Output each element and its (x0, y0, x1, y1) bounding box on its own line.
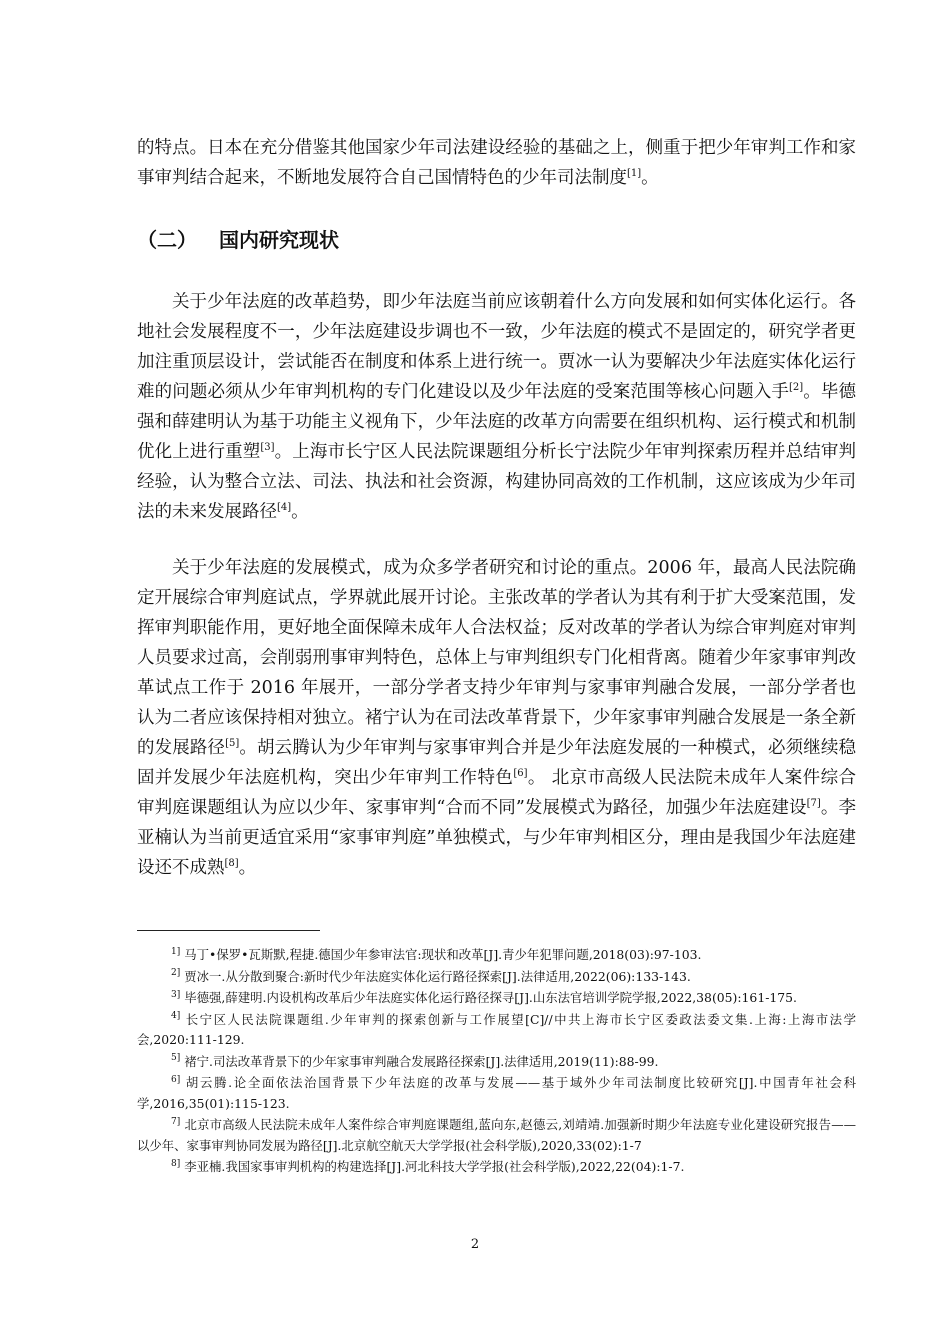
footnote-mark: 8] (171, 1158, 181, 1169)
footnote-text: 北京市高级人民法院未成年人案件综合审判庭课题组,蓝向东,赵德云,刘靖靖.加强新时期少年法庭专业化建设研究报告——以少年、家事审判协同发展为路径[J].北京航空航天大学学报(社会科学版),2020,33(02):1-7 (137, 1117, 856, 1153)
footnote-mark: 5] (171, 1053, 181, 1064)
section-number: （二） (137, 228, 197, 252)
paragraph-reform-trend (137, 287, 856, 527)
citation-ref: [7] (806, 798, 821, 810)
citation-ref: [6] (513, 768, 528, 780)
citation-ref: [5] (225, 738, 240, 750)
citation-ref: [2] (788, 382, 804, 394)
footnote-text: 贾冰一.从分散到聚合:新时代少年法庭实体化运行路径探索[J].法律适用,2022(06):133-143. (184, 968, 691, 984)
paragraph-text: 。胡云腾认为少年审判与家事审判合并是少年法庭发展的一种模式，必须继续稳固并发展少年法庭机构，突出少年审判工作特色 (137, 738, 857, 788)
citation-ref: [8] (224, 858, 239, 870)
footnote-text: 长宁区人民法院课题组.少年审判的探索创新与工作展望[C]//中共上海市长宁区委政法委文集.上海:上海市法学会,2020:111-129. (137, 1011, 856, 1047)
footnote (137, 1073, 856, 1114)
section-title: 国内研究现状 (219, 228, 339, 252)
page-number: 2 (470, 1237, 480, 1252)
paragraph-text: 。毕德强和薛建明认为基于功能主义视角下，少年法庭的改革方向需要在组织机构、运行模式和机制优化上进行重塑 (137, 382, 857, 462)
footnote (137, 988, 856, 1009)
footnote-text: 马丁•保罗•瓦斯默,程捷.德国少年参审法官:现状和改革[J].青少年犯罪问题,2018(03):97-103. (184, 947, 702, 962)
footnote-text: 毕德强,薛建明.内设机构改革后少年法庭实体化运行路径探寻[J].山东法官培训学院学报,2022,38(05):161-175. (184, 990, 797, 1005)
footnote-mark: 4] (171, 1011, 181, 1022)
footnote (137, 1010, 856, 1051)
footnote-mark: 1] (171, 946, 181, 957)
footnote-mark: 3] (171, 989, 181, 1000)
citation-ref: [4] (277, 502, 292, 514)
paragraph-text: 。 (291, 502, 309, 522)
footnote (137, 967, 856, 988)
footnote-mark: 6] (171, 1074, 181, 1085)
citation-ref: [1] (627, 168, 642, 180)
paragraph-text: 的特点。日本在充分借鉴其他国家少年司法建设经验的基础之上，侧重于把少年审判工作和家事审判结合起来，不断地发展符合自己国情特色的少年司法制度 (137, 138, 856, 188)
footnote-mark: 2] (171, 968, 181, 979)
footnote-mark: 7] (171, 1116, 181, 1127)
paragraph-text: 关于少年法庭的发展模式，成为众多学者研究和讨论的重点。2006 年，最高人民法院确定开展综合审判庭试点，学界就此展开讨论。主张改革的学者认为其有利于扩大受案范围，发挥审判职能作用，更好地全面保障未成年人合法权益；反对改革的学者认为综合审判庭对审判人员要求过高，会削弱刑事审判特色，总体上与审判组织专门化相背离。随着少年家事审判改革试点工作于 2016 年展开，一部分学者支持少年审判与家事审判融合发展，一部分学者也认为二者应该保持相对独立。褚宁认为在司法改革背景下，少年家事审判融合发展是一条全新的发展路径 (137, 558, 856, 758)
footnote-text: 褚宁.司法改革背景下的少年家事审判融合发展路径探索[J].法律适用,2019(11):88-99. (184, 1053, 659, 1069)
paragraph-text: 。上海市长宁区人民法院课题组分析长宁法院少年审判探索历程并总结审判经验，认为整合立法、司法、执法和社会资源，构建协同高效的工作机制，这应该成为少年司法的未来发展路径 (137, 442, 857, 522)
paragraph-development-model (137, 553, 856, 883)
section-heading (137, 225, 339, 255)
footnote-text: 李亚楠.我国家事审判机构的构建选择[J].河北科技大学学报(社会科学版),2022,22(04):1-7. (184, 1159, 685, 1174)
paragraph-intro-continued (137, 133, 856, 193)
paragraph-text: 。 (238, 858, 257, 878)
footnotes (137, 945, 856, 1179)
footnote-separator (137, 930, 320, 931)
paragraph-text: 。 (641, 168, 659, 188)
footnote (137, 945, 856, 966)
citation-ref: [3] (260, 442, 275, 454)
footnote-text: 胡云腾.论全面依法治国背景下少年法庭的改革与发展——基于域外少年司法制度比较研究[J].中国青年社会科学,2016,35(01):115-123. (137, 1075, 856, 1111)
paragraph-text: 关于少年法庭的改革趋势，即少年法庭当前应该朝着什么方向发展和如何实体化运行。各地社会发展程度不一，少年法庭建设步调也不一致，少年法庭的模式不是固定的，研究学者更加注重顶层设计，尝试能否在制度和体系上进行统一。贾冰一认为要解决少年法庭实体化运行难的问题必须从少年审判机构的专门化建设以及少年法庭的受案范围等核心问题入手 (137, 292, 856, 402)
paragraph-text: 。李亚楠认为当前更适宜采用“家事审判庭”单独模式，与少年审判相区分，理由是我国少年法庭建设还不成熟 (137, 798, 857, 878)
footnote (137, 1157, 856, 1178)
paragraph-text: 。 北京市高级人民法院未成年人案件综合审判庭课题组认为应以少年、家事审判“合而不同”发展模式为路径，加强少年法庭建设 (137, 768, 857, 818)
footnote (137, 1052, 856, 1073)
footnote (137, 1115, 856, 1156)
